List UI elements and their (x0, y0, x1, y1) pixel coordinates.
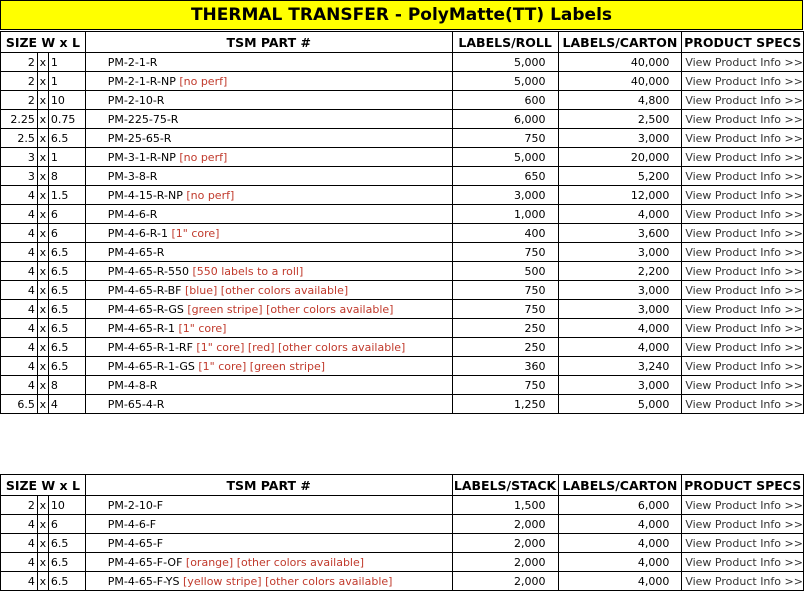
size-separator: x (37, 338, 48, 357)
part-number: PM-4-6-R-1 (107, 226, 172, 240)
table-row (1, 281, 804, 300)
labels-carton: 4,800 (558, 91, 682, 110)
labels-carton: 4,000 (558, 553, 682, 572)
product-specs-cell (682, 300, 804, 319)
labels-carton: 4,000 (558, 534, 682, 553)
header-product-specs: PRODUCT SPECS (682, 32, 804, 53)
size-width: 4 (1, 534, 38, 553)
view-product-info-link[interactable]: View Product Info >> (685, 150, 803, 164)
labels-carton: 5,200 (558, 167, 682, 186)
size-length: 10 (48, 496, 85, 515)
view-product-info-link[interactable]: View Product Info >> (685, 131, 803, 145)
product-specs-cell (682, 319, 804, 338)
labels-carton: 6,000 (558, 496, 682, 515)
product-specs-cell (682, 515, 804, 534)
labels-qty: 600 (452, 91, 558, 110)
part-number: PM-4-8-R (107, 378, 158, 392)
size-separator: x (37, 300, 48, 319)
product-specs-cell (682, 91, 804, 110)
size-separator: x (37, 281, 48, 300)
product-specs-cell (682, 72, 804, 91)
labels-carton: 4,000 (558, 572, 682, 591)
size-separator: x (37, 91, 48, 110)
size-width: 3 (1, 167, 38, 186)
size-separator: x (37, 224, 48, 243)
size-width: 4 (1, 243, 38, 262)
view-product-info-link[interactable]: View Product Info >> (685, 498, 803, 512)
part-note: [no perf] (179, 150, 228, 164)
size-separator: x (37, 129, 48, 148)
labels-qty: 1,000 (452, 205, 558, 224)
view-product-info-link[interactable]: View Product Info >> (685, 536, 803, 550)
header-product-specs: PRODUCT SPECS (682, 475, 804, 496)
view-product-info-link[interactable]: View Product Info >> (685, 226, 803, 240)
size-width: 4 (1, 281, 38, 300)
part-number: PM-4-65-R (107, 245, 165, 259)
size-length: 10 (48, 91, 85, 110)
view-product-info-link[interactable]: View Product Info >> (685, 264, 803, 278)
labels-carton: 3,000 (558, 300, 682, 319)
part-number: PM-4-65-F-YS (107, 574, 180, 588)
size-width: 2 (1, 91, 38, 110)
part-number: PM-225-75-R (107, 112, 179, 126)
labels-carton: 4,000 (558, 515, 682, 534)
part-number-cell (85, 515, 452, 534)
labels-qty: 500 (452, 262, 558, 281)
labels-carton: 2,500 (558, 110, 682, 129)
size-width: 4 (1, 338, 38, 357)
part-number: PM-25-65-R (107, 131, 172, 145)
size-separator: x (37, 110, 48, 129)
product-specs-cell (682, 281, 804, 300)
part-number: PM-2-10-F (107, 498, 164, 512)
size-length: 4 (48, 395, 85, 414)
product-specs-cell (682, 338, 804, 357)
size-separator: x (37, 357, 48, 376)
labels-qty: 750 (452, 300, 558, 319)
part-number-cell (85, 148, 452, 167)
part-note: [1" core] (178, 321, 227, 335)
product-specs-cell (682, 534, 804, 553)
view-product-info-link[interactable]: View Product Info >> (685, 112, 803, 126)
table-row (1, 91, 804, 110)
part-number: PM-4-65-R-1-RF (107, 340, 193, 354)
table-row (1, 72, 804, 91)
product-specs-cell (682, 357, 804, 376)
product-specs-cell (682, 224, 804, 243)
product-specs-cell (682, 395, 804, 414)
size-separator: x (37, 148, 48, 167)
labels-qty: 5,000 (452, 148, 558, 167)
size-length: 6.5 (48, 262, 85, 281)
labels-qty: 1,500 (452, 496, 558, 515)
size-separator: x (37, 243, 48, 262)
header-labels-carton: LABELS/CARTON (558, 32, 682, 53)
size-separator: x (37, 515, 48, 534)
size-length: 6.5 (48, 553, 85, 572)
table-row (1, 224, 804, 243)
table-row (1, 357, 804, 376)
roll-table-header (1, 32, 804, 53)
size-length: 6 (48, 224, 85, 243)
size-width: 2.5 (1, 129, 38, 148)
table-row (1, 186, 804, 205)
labels-carton: 3,600 (558, 224, 682, 243)
labels-qty: 750 (452, 376, 558, 395)
labels-qty: 750 (452, 281, 558, 300)
part-number: PM-4-65-F (107, 536, 164, 550)
size-width: 4 (1, 186, 38, 205)
table-row (1, 129, 804, 148)
size-width: 2 (1, 496, 38, 515)
labels-qty: 400 (452, 224, 558, 243)
size-length: 8 (48, 376, 85, 395)
table-row (1, 496, 804, 515)
size-separator: x (37, 572, 48, 591)
size-separator: x (37, 376, 48, 395)
table-row (1, 395, 804, 414)
labels-carton: 20,000 (558, 148, 682, 167)
labels-qty: 6,000 (452, 110, 558, 129)
size-length: 6.5 (48, 357, 85, 376)
size-width: 4 (1, 515, 38, 534)
part-number-cell (85, 53, 452, 72)
part-number-cell (85, 338, 452, 357)
part-number-cell (85, 224, 452, 243)
size-width: 2 (1, 53, 38, 72)
size-length: 1 (48, 53, 85, 72)
table-row (1, 300, 804, 319)
size-length: 0.75 (48, 110, 85, 129)
part-note: [no perf] (186, 188, 235, 202)
view-product-info-link[interactable]: View Product Info >> (685, 207, 803, 221)
view-product-info-link[interactable]: View Product Info >> (685, 55, 803, 69)
part-number-cell (85, 72, 452, 91)
table-spacer (0, 443, 804, 472)
labels-qty: 3,000 (452, 186, 558, 205)
table-row (1, 205, 804, 224)
size-length: 1.5 (48, 186, 85, 205)
view-product-info-link[interactable]: View Product Info >> (685, 169, 803, 183)
product-specs-cell (682, 205, 804, 224)
product-specs-cell (682, 53, 804, 72)
labels-carton: 3,000 (558, 281, 682, 300)
size-width: 4 (1, 572, 38, 591)
size-width: 4 (1, 300, 38, 319)
part-number: PM-2-1-R (107, 55, 158, 69)
labels-carton: 5,000 (558, 395, 682, 414)
labels-qty: 650 (452, 167, 558, 186)
size-width: 4 (1, 205, 38, 224)
table-row (1, 53, 804, 72)
size-length: 6.5 (48, 338, 85, 357)
size-separator: x (37, 53, 48, 72)
table-row (1, 515, 804, 534)
part-number: PM-4-15-R-NP (107, 188, 187, 202)
product-specs-cell (682, 572, 804, 591)
part-number-cell (85, 376, 452, 395)
size-width: 4 (1, 376, 38, 395)
size-separator: x (37, 205, 48, 224)
part-note: [1" core] (171, 226, 220, 240)
view-product-info-link[interactable]: View Product Info >> (685, 397, 803, 411)
part-note: [yellow stripe] [other colors available] (183, 574, 393, 588)
part-number: PM-4-65-F-OF (107, 555, 183, 569)
labels-carton: 4,000 (558, 319, 682, 338)
part-note: [no perf] (179, 74, 228, 88)
product-specs-cell (682, 167, 804, 186)
part-note: [blue] [other colors available] (184, 283, 349, 297)
size-length: 6.5 (48, 243, 85, 262)
size-separator: x (37, 72, 48, 91)
size-width: 2 (1, 72, 38, 91)
part-number: PM-4-65-R-GS (107, 302, 184, 316)
size-width: 4 (1, 553, 38, 572)
table-row (1, 534, 804, 553)
view-product-info-link[interactable]: View Product Info >> (685, 574, 803, 588)
part-number-cell (85, 186, 452, 205)
size-length: 1 (48, 72, 85, 91)
part-number-cell (85, 553, 452, 572)
size-length: 6 (48, 515, 85, 534)
labels-qty: 2,000 (452, 572, 558, 591)
table-row (1, 243, 804, 262)
part-note: [green stripe] [other colors available] (187, 302, 394, 316)
part-number-cell (85, 572, 452, 591)
product-specs-cell (682, 496, 804, 515)
view-product-info-link[interactable]: View Product Info >> (685, 188, 803, 202)
labels-qty: 750 (452, 243, 558, 262)
product-specs-cell (682, 262, 804, 281)
part-note: [1" core] [red] [other colors available] (196, 340, 406, 354)
labels-qty: 250 (452, 338, 558, 357)
labels-carton: 12,000 (558, 186, 682, 205)
header-labels-stack: LABELS/STACK (452, 475, 558, 496)
labels-carton: 2,200 (558, 262, 682, 281)
size-length: 6 (48, 205, 85, 224)
size-length: 6.5 (48, 300, 85, 319)
size-width: 4 (1, 319, 38, 338)
labels-qty: 5,000 (452, 72, 558, 91)
view-product-info-link[interactable]: View Product Info >> (685, 555, 803, 569)
part-number-cell (85, 534, 452, 553)
labels-carton: 40,000 (558, 72, 682, 91)
part-number-cell (85, 262, 452, 281)
table-row (1, 167, 804, 186)
part-number: PM-4-65-R-1-GS (107, 359, 195, 373)
size-width: 6.5 (1, 395, 38, 414)
part-number: PM-4-65-R-1 (107, 321, 179, 335)
roll-table (0, 31, 804, 414)
labels-carton: 40,000 (558, 53, 682, 72)
view-product-info-link[interactable]: View Product Info >> (685, 321, 803, 335)
size-width: 3 (1, 148, 38, 167)
size-separator: x (37, 534, 48, 553)
labels-qty: 360 (452, 357, 558, 376)
labels-carton: 4,000 (558, 205, 682, 224)
part-number-cell (85, 395, 452, 414)
part-number: PM-4-65-R-BF (107, 283, 185, 297)
part-number: PM-3-1-R-NP (107, 150, 176, 164)
labels-qty: 5,000 (452, 53, 558, 72)
size-width: 4 (1, 224, 38, 243)
stack-table (0, 474, 804, 591)
table-row (1, 338, 804, 357)
part-number-cell (85, 167, 452, 186)
size-length: 6.5 (48, 572, 85, 591)
labels-carton: 4,000 (558, 338, 682, 357)
part-note: [550 labels to a roll] (192, 264, 304, 278)
view-product-info-link[interactable]: View Product Info >> (685, 74, 803, 88)
size-separator: x (37, 167, 48, 186)
labels-carton: 3,000 (558, 376, 682, 395)
labels-qty: 750 (452, 129, 558, 148)
labels-qty: 250 (452, 319, 558, 338)
view-product-info-link[interactable]: View Product Info >> (685, 517, 803, 531)
part-number-cell (85, 110, 452, 129)
part-number-cell (85, 281, 452, 300)
size-length: 6.5 (48, 281, 85, 300)
view-product-info-link[interactable]: View Product Info >> (685, 245, 803, 259)
size-separator: x (37, 186, 48, 205)
size-length: 6.5 (48, 534, 85, 553)
labels-carton: 3,240 (558, 357, 682, 376)
labels-carton: 3,000 (558, 129, 682, 148)
stack-table-header (1, 475, 804, 496)
product-specs-cell (682, 110, 804, 129)
part-number: PM-2-10-R (107, 93, 165, 107)
part-number-cell (85, 205, 452, 224)
labels-qty: 2,000 (452, 515, 558, 534)
view-product-info-link[interactable]: View Product Info >> (685, 93, 803, 107)
view-product-info-link[interactable]: View Product Info >> (685, 340, 803, 354)
size-length: 1 (48, 148, 85, 167)
header-size: SIZE W x L (1, 32, 86, 53)
part-number-cell (85, 319, 452, 338)
table-row (1, 148, 804, 167)
size-width: 4 (1, 262, 38, 281)
part-number-cell (85, 243, 452, 262)
part-number-cell (85, 129, 452, 148)
size-separator: x (37, 319, 48, 338)
header-labels-roll: LABELS/ROLL (452, 32, 558, 53)
size-separator: x (37, 262, 48, 281)
table-row (1, 553, 804, 572)
labels-carton: 3,000 (558, 243, 682, 262)
product-specs-cell (682, 186, 804, 205)
table-row (1, 110, 804, 129)
header-size: SIZE W x L (1, 475, 86, 496)
part-number-cell (85, 300, 452, 319)
view-product-info-link[interactable]: View Product Info >> (685, 302, 803, 316)
size-width: 4 (1, 357, 38, 376)
view-product-info-link[interactable]: View Product Info >> (685, 283, 803, 297)
labels-qty: 1,250 (452, 395, 558, 414)
size-separator: x (37, 395, 48, 414)
table-row (1, 319, 804, 338)
part-number-cell (85, 357, 452, 376)
product-specs-cell (682, 243, 804, 262)
size-width: 2.25 (1, 110, 38, 129)
product-specs-cell (682, 376, 804, 395)
view-product-info-link[interactable]: View Product Info >> (685, 378, 803, 392)
labels-qty: 2,000 (452, 534, 558, 553)
part-number: PM-65-4-R (107, 397, 165, 411)
product-specs-cell (682, 148, 804, 167)
table-row (1, 376, 804, 395)
product-specs-cell (682, 553, 804, 572)
part-number: PM-2-1-R-NP (107, 74, 176, 88)
size-length: 6.5 (48, 319, 85, 338)
product-specs-cell (682, 129, 804, 148)
table-row (1, 572, 804, 591)
part-note: [1" core] [green stripe] (198, 359, 326, 373)
part-number: PM-3-8-R (107, 169, 158, 183)
view-product-info-link[interactable]: View Product Info >> (685, 359, 803, 373)
size-length: 8 (48, 167, 85, 186)
part-number-cell (85, 496, 452, 515)
part-number: PM-4-65-R-550 (107, 264, 189, 278)
part-note: [orange] [other colors available] (185, 555, 365, 569)
header-labels-carton: LABELS/CARTON (558, 475, 682, 496)
header-part: TSM PART # (85, 32, 452, 53)
table-row (1, 262, 804, 281)
part-number: PM-4-6-R (107, 207, 158, 221)
part-number: PM-4-6-F (107, 517, 157, 531)
part-number-cell (85, 91, 452, 110)
labels-qty: 2,000 (452, 553, 558, 572)
page-title: THERMAL TRANSFER - PolyMatte(TT) Labels (0, 0, 803, 30)
size-length: 6.5 (48, 129, 85, 148)
header-part: TSM PART # (85, 475, 452, 496)
size-separator: x (37, 496, 48, 515)
size-separator: x (37, 553, 48, 572)
